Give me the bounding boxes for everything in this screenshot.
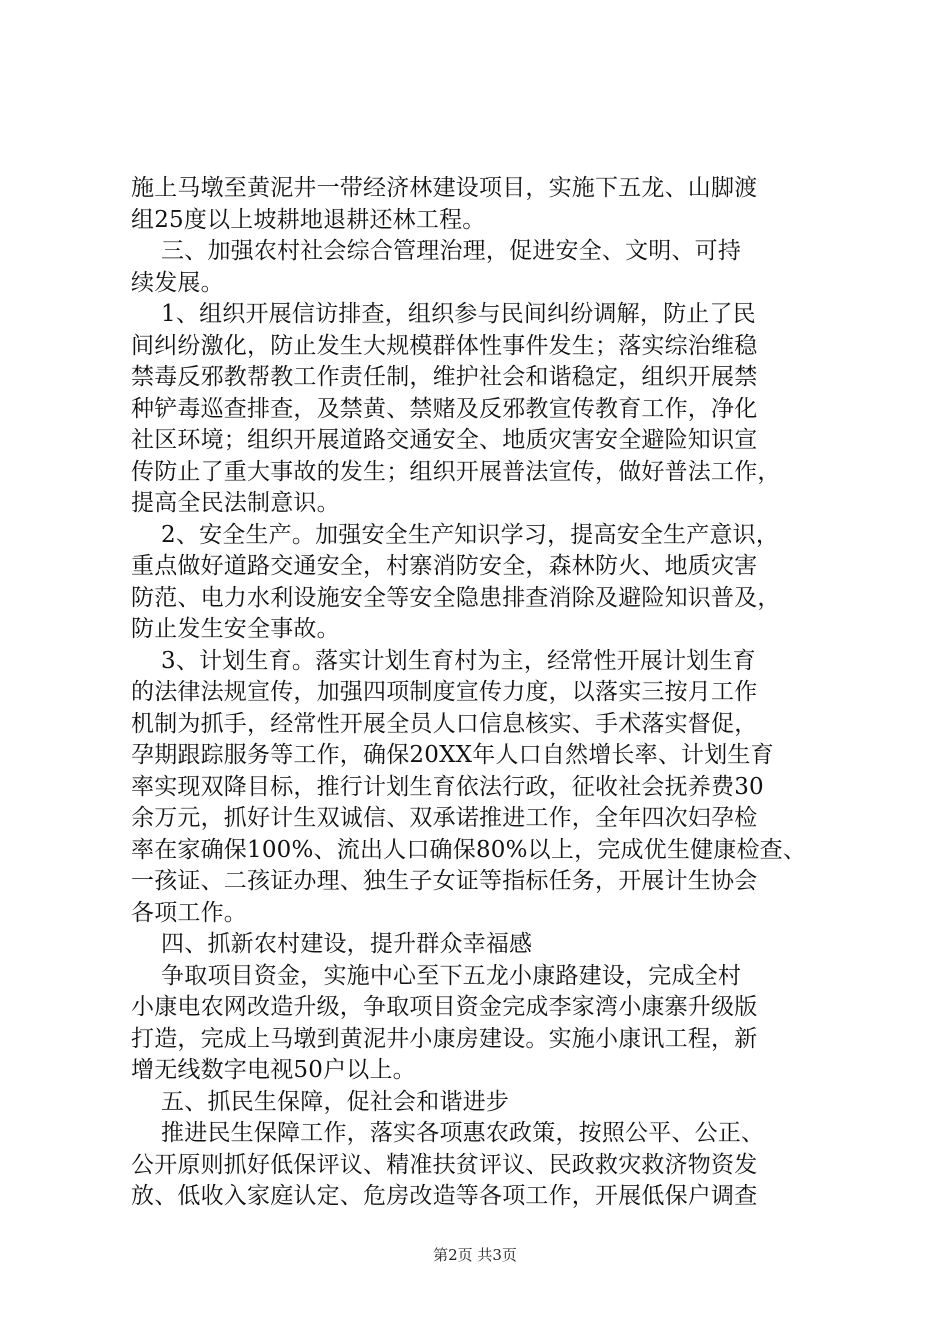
text-line: 小康电农网改造升级，争取项目资金完成李家湾小康寨升级版 — [131, 994, 758, 1020]
text-line: 四、抓新农村建设，提升群众幸福感 — [131, 931, 533, 957]
text-line: 组25度以上坡耕地退耕还林工程。 — [131, 206, 486, 233]
text-line: 续发展。 — [131, 269, 224, 296]
text-line: 传防止了重大事故的发生；组织开展普法宣传，做好普法工作， — [131, 458, 781, 485]
text-line: 率实现双降目标，推行计划生育依法行政，征收社会抚养费30 — [131, 773, 764, 800]
text-line: 率在家确保100%、流出人口确保80%以上，完成优生健康检查、 — [131, 836, 807, 863]
text-line: 种铲毒巡查排查，及禁黄、禁赌及反邪教宣传教育工作，净化 — [131, 395, 758, 422]
text-line: 2、安全生产。加强安全生产知识学习，提高安全生产意识， — [131, 521, 780, 548]
text-line: 公开原则抓好低保评议、精准扶贫评议、民政救灾救济物资发 — [131, 1151, 758, 1178]
text-line: 的法律法规宣传，加强四项制度宣传力度，以落实三按月工作 — [131, 679, 758, 705]
text-line: 防范、电力水利设施安全等安全隐患排查消除及避险知识普及， — [131, 584, 781, 611]
text-line: 施上马墩至黄泥井一带经济林建设项目，实施下五龙、山脚渡 — [131, 175, 758, 201]
text-line: 禁毒反邪教帮教工作责任制，维护社会和谐稳定，组织开展禁 — [131, 364, 758, 390]
page-number-label: 第2页 共3页 — [433, 1246, 517, 1264]
text-line: 放、低收入家庭认定、危房改造等各项工作，开展低保户调查 — [131, 1183, 758, 1209]
text-line: 争取项目资金，实施中心至下五龙小康路建设，完成全村 — [131, 962, 742, 989]
text-line: 三、加强农村社会综合管理治理，促进安全、文明、可持 — [131, 238, 742, 264]
text-line: 推进民生保障工作，落实各项惠农政策，按照公平、公正、 — [131, 1120, 765, 1146]
text-line: 打造，完成上马墩到黄泥井小康房建设。实施小康讯工程，新 — [131, 1025, 758, 1052]
text-line: 各项工作。 — [131, 899, 247, 926]
text-line: 间纠纷激化，防止发生大规模群体性事件发生；落实综治维稳 — [131, 332, 758, 359]
text-line: 防止发生安全事故。 — [131, 616, 340, 642]
text-line: 孕期跟踪服务等工作，确保20XX年人口自然增长率、计划生育 — [131, 742, 774, 768]
text-line: 提高全民法制意识。 — [131, 490, 340, 516]
text-line: 五、抓民生保障，促社会和谐进步 — [131, 1088, 510, 1115]
text-line: 3、计划生育。落实计划生育村为主，经常性开展计划生育 — [131, 647, 756, 674]
text-line: 重点做好道路交通安全，村寨消防安全，森林防火、地质灾害 — [131, 553, 758, 579]
text-line: 增无线数字电视50户以上。 — [131, 1057, 416, 1083]
page-footer — [0, 1244, 950, 1265]
text-line: 1、组织开展信访排查，组织参与民间纠纷调解，防止了民 — [131, 301, 756, 327]
body-text — [131, 173, 831, 1213]
text-line: 机制为抓手，经常性开展全员人口信息核实、手术落实督促， — [131, 710, 758, 737]
text-line: 余万元，抓好计生双诚信、双承诺推进工作，全年四次妇孕检 — [131, 805, 758, 831]
text-line: 社区环境；组织开展道路交通安全、地质灾害安全避险知识宣 — [131, 427, 758, 453]
text-line: 一孩证、二孩证办理、独生子女证等指标任务，开展计生协会 — [131, 868, 758, 894]
